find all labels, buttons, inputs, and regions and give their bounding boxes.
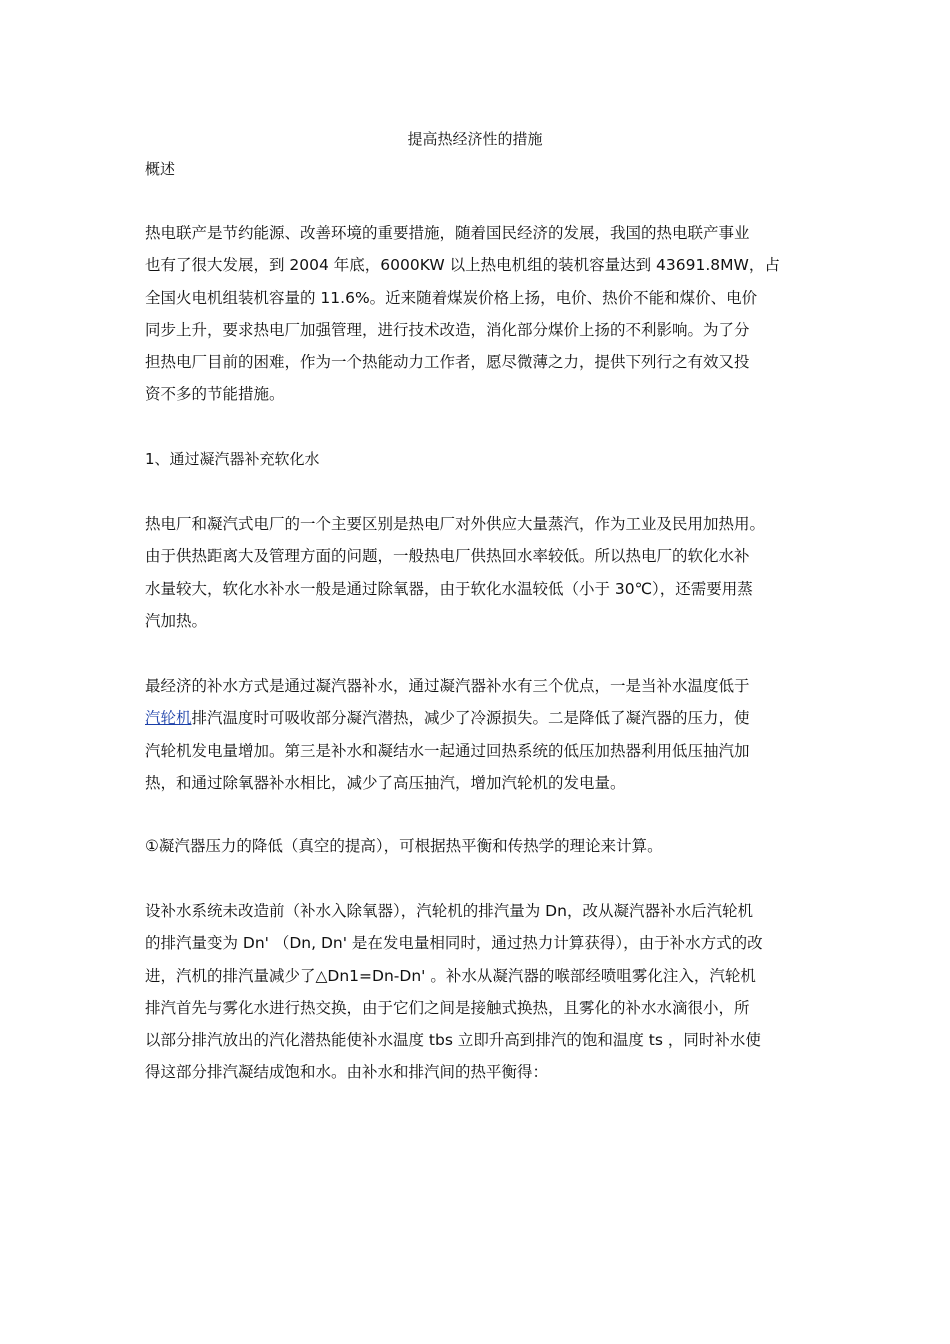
section1-paragraph-1 xyxy=(145,508,815,637)
text-line: 也有了很大发展，到 2004 年底，6000KW 以上热电机组的装机容量达到 43691.8MW，占 xyxy=(145,256,780,275)
text-line: 资不多的节能措施。 xyxy=(145,385,285,404)
section1-paragraph-3 xyxy=(145,895,815,1089)
text-line: 设补水系统未改造前（补水入除氧器），汽轮机的排汽量为 Dn，改从凝汽器补水后汽轮机 xyxy=(145,902,753,920)
text-line-rest: 排汽温度时可吸收部分凝汽潜热，减少了冷源损失。二是降低了凝汽器的压力，使 xyxy=(191,709,750,728)
text-line: 水量较大，软化水补水一般是通过除氧器，由于软化水温较低（小于 30℃），还需要用蒸 xyxy=(145,579,753,598)
text-line: 担热电厂目前的困难，作为一个热能动力工作者，愿尽微薄之力，提供下列行之有效又投 xyxy=(145,353,750,372)
text-line: 排汽首先与雾化水进行热交换，由于它们之间是接触式换热，且雾化的补水水滴很小，所 xyxy=(145,998,750,1017)
text-line: 汽轮机发电量增加。第三是补水和凝结水一起通过回热系统的低压加热器利用低压抽汽加 xyxy=(145,741,750,760)
text-line: 热，和通过除氧器补水相比，减少了高压抽汽，增加汽轮机的发电量。 xyxy=(145,773,626,792)
text-line: 全国火电机组装机容量的 11.6%。近来随着煤炭价格上扬，电价、热价不能和煤价、电价 xyxy=(145,288,758,307)
text-line: 由于供热距离大及管理方面的问题，一般热电厂供热回水率较低。所以热电厂的软化水补 xyxy=(145,547,750,566)
text-line: 热电厂和凝汽式电厂的一个主要区别是热电厂对外供应大量蒸汽，作为工业及民用加热用。 xyxy=(145,515,766,533)
section1-heading: 1、通过凝汽器补充软化水 xyxy=(145,450,320,468)
overview-heading: 概述 xyxy=(145,160,176,178)
section1-paragraph-2 xyxy=(145,670,815,799)
text-line: 同步上升，要求热电厂加强管理，进行技术改造，消化部分煤价上扬的不利影响。为了分 xyxy=(145,320,750,339)
text-line: 的排汽量变为 Dn' （Dn, Dn' 是在发电量相同时，通过热力计算获得），由于补水方式的改 xyxy=(145,934,763,953)
text-line: 进，汽机的排汽量减少了△Dn1=Dn-Dn' 。补水从凝汽器的喉部经喷咀雾化注入，汽轮机 xyxy=(145,966,756,985)
intro-paragraph xyxy=(145,217,815,411)
text-line: 最经济的补水方式是通过凝汽器补水，通过凝汽器补水有三个优点，一是当补水温度低于 xyxy=(145,677,750,695)
text-line: 得这部分排汽凝结成饱和水。由补水和排汽间的热平衡得： xyxy=(145,1063,549,1082)
item-1 xyxy=(145,830,815,862)
turbine-link[interactable]: 汽轮机 xyxy=(145,709,192,728)
text-line: ①凝汽器压力的降低（真空的提高），可根据热平衡和传热学的理论来计算。 xyxy=(145,837,663,855)
text-line: 热电联产是节约能源、改善环境的重要措施，随着国民经济的发展，我国的热电联产事业 xyxy=(145,224,750,242)
text-line: 以部分排汽放出的汽化潜热能使补水温度 tbs 立即升高到排汽的饱和温度 ts ，同时补水使 xyxy=(145,1031,761,1050)
text-line xyxy=(145,702,815,734)
text-line: 汽加热。 xyxy=(145,611,208,630)
document-title: 提高热经济性的措施 xyxy=(407,130,543,148)
